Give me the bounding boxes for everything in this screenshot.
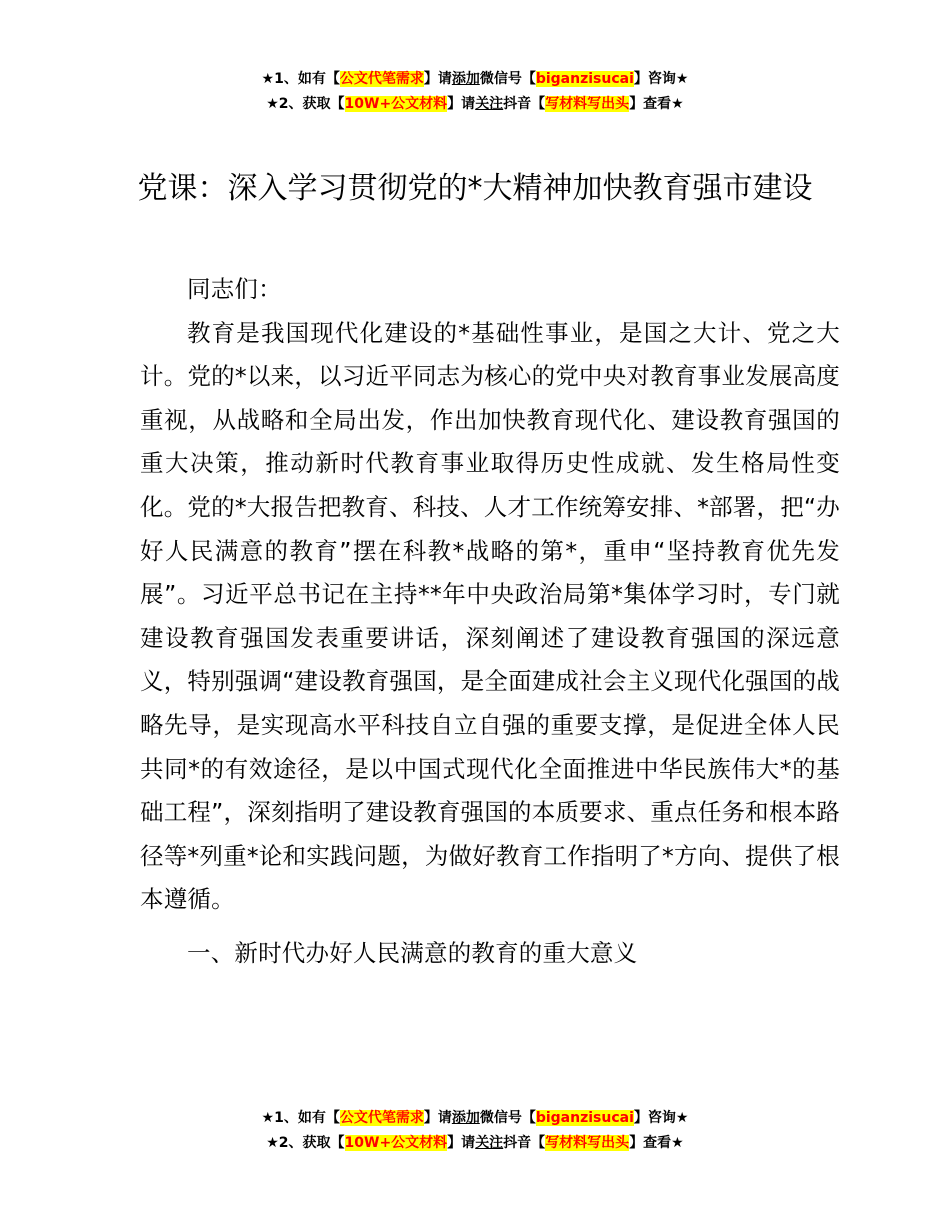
promo-line-2: ★2、获取【10W+公文材料】请关注抖音【写材料写出头】查看★ xyxy=(266,96,684,112)
document-title: 党课：深入学习贯彻党的*大精神加快教育强市建设 xyxy=(137,171,813,206)
wechat-id-highlight: biganzisucai xyxy=(535,1110,634,1126)
promo-line-1: ★1、如有【公文代笔需求】请添加微信号【biganzisucai】咨询★ xyxy=(261,1110,689,1126)
body-paragraph: 教育是我国现代化建设的*基础性事业，是国之大计、党之大计。党的*以来，以习近平同志为核心的党中央对教育事业发展高度重视，从战略和全局出发，作出加快教育现代化、建设教育强国的重大决策，推动新时代教育事业取得历史性成就、发生格局性变化。党的*大报告把教育、科技、人才工作统筹安排、*部署，把“办好人民满意的教育”摆在科教*战略的第*，重申“坚持教育优先发展”。习近平总书记在主持**年中央政治局第*集体学习时，专门就建设教育强国发表重要讲话，深刻阐述了建设教育强国的深远意义，特别强调“建设教育强国，是全面建成社会主义现代化强国的战略先导，是实现高水平科技自立自强的重要支撑，是促进全体人民共同*的有效途径，是以中国式现代化全面推进中华民族伟大*的基础工程”，深刻指明了建设教育强国的本质要求、重点任务和根本路径等*列重*论和实践问题，为做好教育工作指明了*方向、提供了根本遵循。 xyxy=(140,318,840,914)
section-heading: 一、新时代办好人民满意的教育的重大意义 xyxy=(187,938,638,967)
salutation: 同志们： xyxy=(187,275,282,303)
promo-highlight: 10W+公文材料 xyxy=(344,96,448,112)
douyin-id-highlight: 写材料写出头 xyxy=(545,1135,630,1151)
promo-highlight: 10W+公文材料 xyxy=(344,1135,448,1151)
footer-promo-banner xyxy=(0,1106,950,1156)
document-body xyxy=(140,268,840,976)
header-promo-banner xyxy=(0,67,950,117)
promo-highlight: 公文代笔需求 xyxy=(339,71,424,87)
wechat-id-highlight: biganzisucai xyxy=(535,71,634,87)
promo-line-1: ★1、如有【公文代笔需求】请添加微信号【biganzisucai】咨询★ xyxy=(261,71,689,87)
promo-highlight: 公文代笔需求 xyxy=(339,1110,424,1126)
promo-line-2: ★2、获取【10W+公文材料】请关注抖音【写材料写出头】查看★ xyxy=(266,1135,684,1151)
douyin-id-highlight: 写材料写出头 xyxy=(545,96,630,112)
